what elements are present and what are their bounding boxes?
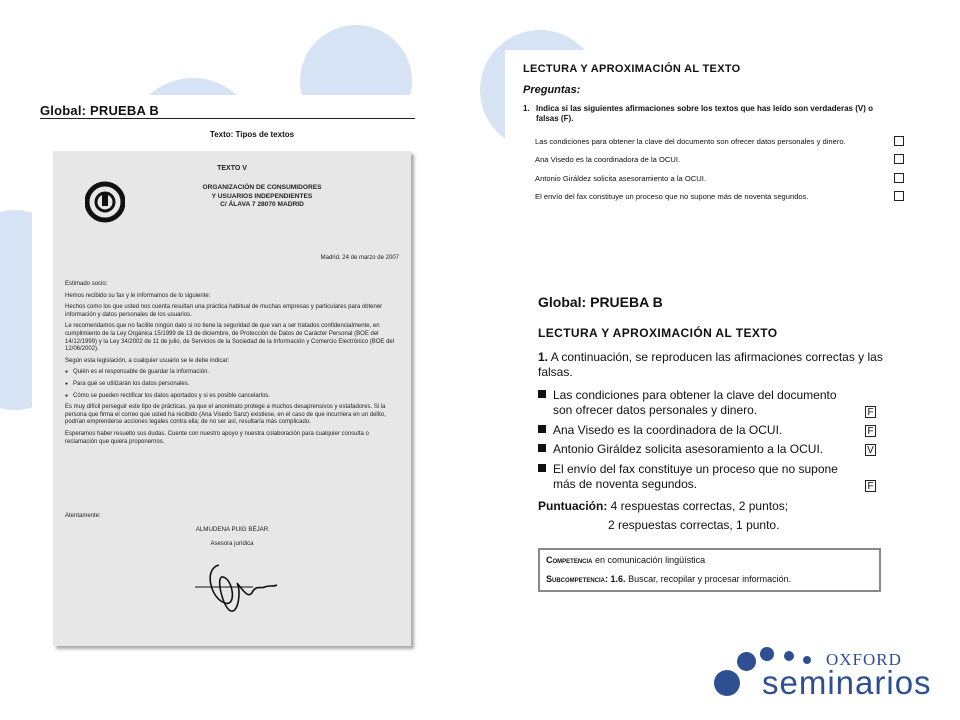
answer-box: F [865, 425, 876, 437]
bullet-square-icon [538, 444, 546, 452]
greeting: Estimado socio: [65, 281, 108, 287]
paragraph: Esperamos haber resuelto sus dudas. Cuente con nuestro apoyo y nuestra colaboración para cualquier consulta o reclamación que quiera proponernos. [65, 430, 369, 445]
score-text: 4 respuestas correctas, 2 puntos; [610, 499, 789, 513]
letter-document [53, 151, 411, 646]
logo-dot [714, 670, 740, 696]
bullet-item: ● Quién es el responsable de guardar la información. [65, 369, 400, 377]
answer-item [538, 442, 883, 457]
bullet-square-icon [538, 390, 546, 398]
header-divider [40, 118, 415, 119]
answer-item [538, 388, 883, 418]
text-subtitle: Texto: Tipos de textos [209, 130, 295, 139]
subcompetence-label: Subcompetencia: [546, 574, 609, 584]
paragraph: Hechos como los que usted nos cuenta resultan una práctica habitual de muchas empresas y particulares para obtener información y datos personales de los usuarios. [65, 304, 383, 318]
logo-dot [760, 647, 774, 661]
item-text-continued: son ofrecer datos personales y dinero. [553, 403, 758, 417]
score-line [538, 499, 883, 514]
subcompetence-value: Buscar, recopilar y procesar información. [628, 574, 792, 584]
letter-body [65, 281, 400, 450]
competence-line [546, 555, 705, 565]
item-text: Las condiciones para obtener la clave del documento [553, 388, 837, 402]
bullet-square-icon [538, 425, 546, 433]
page-title: Global: PRUEBA B [538, 294, 663, 310]
answer-checkbox[interactable] [894, 136, 904, 146]
question-number: 1. [523, 104, 530, 113]
answer-checkbox[interactable] [894, 191, 904, 201]
score-label: Puntuación: [538, 499, 608, 513]
competence-box [538, 548, 881, 592]
logo-dot [803, 656, 811, 664]
competence-label: Competencia [546, 555, 593, 565]
item-text: Ana Visedo es la coordinadora de la OCUI. [553, 423, 783, 437]
logo-dot [784, 651, 794, 661]
answer-box: F [865, 480, 876, 492]
ocui-logo-icon [85, 179, 125, 225]
bullet-square-icon [538, 464, 546, 472]
signer-name: ALMUDENA PUIG BÉJAR [195, 526, 269, 533]
questions-heading: Preguntas: [523, 84, 581, 96]
statement-item: Las condiciones para obtener la clave del documento son ofrecer datos personales y dinero. [535, 137, 846, 146]
competence-value: en comunicación lingüística [595, 555, 706, 565]
statement-item: El envío del fax constituye un proceso que no supone más de noventa segundos. [535, 192, 809, 201]
answer-checkbox[interactable] [894, 173, 904, 183]
paragraph: Le recomendamos que no facilite ningún dato si no tiene la seguridad de que van a ser tratados confidencialmente, en cumplimiento de la Ley Orgánica 15/1999 de 13 de diciembre, de Protección de Datos de Carácter Personal (BOE del 14/12/1999) y la Ley 34/2002 de 11 de julio, de Servicios de la Sociedad de la Información y Comercio Electrónico (BOE del 12/06/2002). [65, 323, 395, 353]
question-statement: Indica si las siguientes afirmaciones sobre los textos que has leído son verdaderas (V) o falsas (F). [536, 104, 873, 123]
item-text-continued: más de noventa segundos. [553, 477, 698, 491]
closing: Atentamente: [65, 513, 101, 519]
page-title: Global: PRUEBA B [40, 103, 160, 118]
section-title: LECTURA Y APROXIMACIÓN AL TEXTO [538, 326, 778, 340]
section-title: LECTURA Y APROXIMACIÓN AL TEXTO [523, 63, 741, 75]
organization-address [145, 184, 379, 210]
score-line [538, 518, 953, 533]
intro-text [538, 350, 883, 380]
statement-item: Ana Visedo es la coordinadora de la OCUI. [535, 155, 681, 164]
paragraph: Según esta legislación, a cualquier usuario se le debe indicar: [65, 357, 230, 364]
subcompetence-line [546, 574, 791, 584]
answer-checkbox[interactable] [894, 154, 904, 164]
answer-item [538, 423, 883, 438]
signature-image [193, 559, 283, 619]
brand-oxford: OXFORD [826, 650, 902, 669]
org-line: Y USUARIOS INDEPENDIENTES [211, 192, 313, 200]
answer-item [538, 462, 883, 492]
answer-box: F [865, 406, 876, 418]
letter-heading: TEXTO V [217, 165, 247, 172]
bullet-item: ● Cómo se pueden rectificar los datos aportados y si es posible cancelarlos. [65, 393, 400, 401]
answer-box: V [865, 444, 876, 456]
item-text: Antonio Giráldez solicita asesoramiento a la OCUI. [553, 442, 824, 456]
brand-seminarios: seminarios [762, 664, 932, 701]
org-line: ORGANIZACIÓN DE CONSUMIDORES [202, 184, 322, 191]
paragraph: Hemos recibido su fax y le informamos de lo siguiente: [65, 292, 211, 299]
subcompetence-code: 1.6. [610, 574, 626, 584]
letter-date: Madrid, 24 de marzo de 2007 [320, 255, 399, 261]
score-text: 2 respuestas correctas, 1 punto. [608, 518, 780, 532]
paragraph: Es muy difícil perseguir este tipo de prácticas, ya que el anonimato protege a muchos desaprensivos y estafadores. Si la persona que firma el correo que usted ha recibido (Ana Visedo Sanz) existiese, en el caso de que incurriera en un delito, podrían emprenderse acciones legales contra ella; de no ser así, resultaría más complicado. [65, 404, 386, 426]
intro-statement: A continuación, se reproducen las afirmaciones correctas y las falsas. [538, 350, 883, 379]
item-text: El envío del fax constituye un proceso que no supone [553, 462, 838, 476]
bullet-item: ● Para qué se utilizarán los datos personales. [65, 381, 400, 389]
answers-page [530, 290, 890, 600]
org-line: C/ ÁLAVA 7 28070 MADRID [220, 201, 304, 209]
logo-dot [737, 652, 756, 671]
question-number: 1. [538, 350, 549, 364]
statement-item: Antonio Giráldez solicita asesoramiento a la OCUI. [535, 174, 706, 183]
questions-page [505, 50, 900, 220]
signer-role: Asesora jurídica [210, 541, 254, 547]
